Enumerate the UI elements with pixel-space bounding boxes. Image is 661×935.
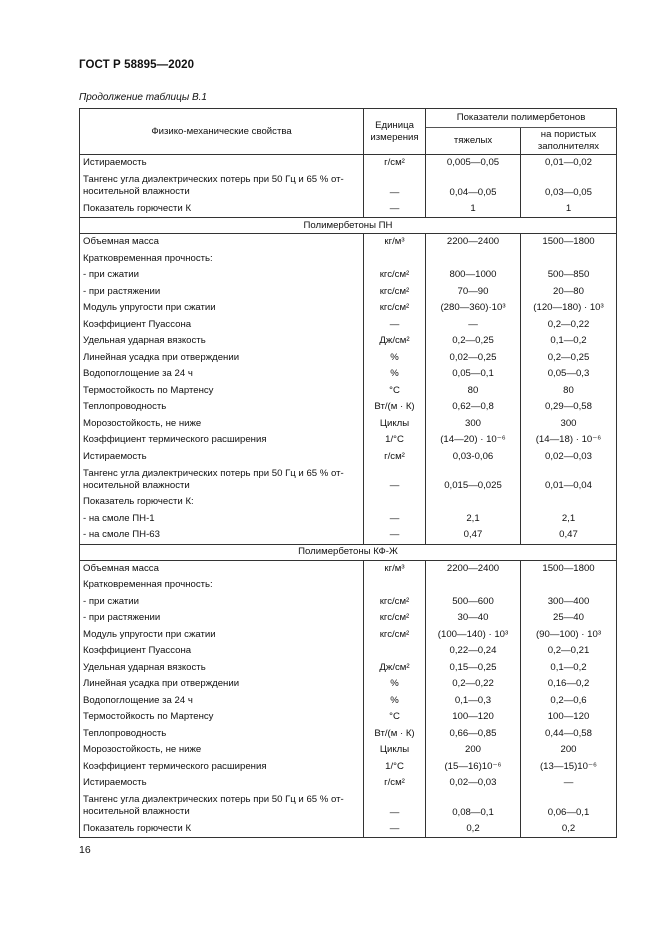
table-row [80,627,617,644]
section-row [80,544,617,560]
table-caption: Продолжение таблицы В.1 [79,92,207,103]
porous-value-cell: 80 [521,383,617,400]
property-cell: Кратковременная прочность: [80,251,364,268]
unit-cell: Дж/см² [364,333,426,350]
unit-cell: % [364,676,426,693]
heavy-value-cell: (100—140) · 10³ [426,627,521,644]
porous-value-cell: 0,2—0,21 [521,643,617,660]
unit-cell [364,577,426,594]
header-unit: Единица измерения [364,109,426,155]
heavy-value-cell: 0,08—0,1 [426,792,521,821]
unit-cell: — [364,821,426,838]
porous-value-cell: 1 [521,201,617,218]
table-row [80,333,617,350]
heavy-value-cell: 0,2—0,22 [426,676,521,693]
unit-cell: — [364,527,426,544]
property-cell: Модуль упругости при сжатии [80,627,364,644]
table-row [80,366,617,383]
heavy-value-cell: (14—20) · 10⁻⁶ [426,432,521,449]
table-row [80,234,617,251]
porous-value-cell: 0,01—0,04 [521,465,617,494]
property-cell: Показатель горючести К [80,201,364,218]
property-cell: - при сжатии [80,594,364,611]
section-title: Полимербетоны КФ-Ж [80,544,617,560]
table-row [80,284,617,301]
heavy-value-cell: 2,1 [426,511,521,528]
unit-cell: кгс/см² [364,300,426,317]
unit-cell: г/см² [364,449,426,466]
heavy-value-cell: — [426,317,521,334]
porous-value-cell: 0,2 [521,821,617,838]
property-cell: Удельная ударная вязкость [80,660,364,677]
heavy-value-cell: 0,2 [426,821,521,838]
porous-value-cell: 1500—1800 [521,560,617,577]
heavy-value-cell: 300 [426,416,521,433]
property-cell: Коэффициент термического расширения [80,432,364,449]
unit-cell: Циклы [364,416,426,433]
table-row [80,350,617,367]
table-row [80,676,617,693]
porous-value-cell: 0,05—0,3 [521,366,617,383]
porous-value-cell: 0,2—0,6 [521,693,617,710]
unit-cell: кгс/см² [364,610,426,627]
unit-cell: Циклы [364,742,426,759]
unit-cell: 1/°С [364,432,426,449]
property-cell: - на смоле ПН-1 [80,511,364,528]
unit-cell: Дж/см² [364,660,426,677]
heavy-value-cell: 0,04—0,05 [426,172,521,201]
heavy-value-cell: 30—40 [426,610,521,627]
unit-cell: кгс/см² [364,267,426,284]
heavy-value-cell: 800—1000 [426,267,521,284]
porous-value-cell: 0,47 [521,527,617,544]
unit-cell: кгс/см² [364,594,426,611]
heavy-value-cell: 0,22—0,24 [426,643,521,660]
unit-cell: кгс/см² [364,627,426,644]
porous-value-cell: 0,02—0,03 [521,449,617,466]
property-cell: Теплопроводность [80,399,364,416]
unit-cell: — [364,172,426,201]
porous-value-cell: 0,29—0,58 [521,399,617,416]
porous-value-cell: 1500—1800 [521,234,617,251]
property-cell: Модуль упругости при сжатии [80,300,364,317]
table-row [80,432,617,449]
heavy-value-cell: 0,66—0,85 [426,726,521,743]
porous-value-cell: 0,16—0,2 [521,676,617,693]
property-cell: Водопоглощение за 24 ч [80,366,364,383]
table-row [80,251,617,268]
property-cell: Линейная усадка при отверждении [80,350,364,367]
heavy-value-cell [426,251,521,268]
porous-value-cell: 200 [521,742,617,759]
property-cell: Объемная масса [80,234,364,251]
property-cell: Морозостойкость, не ниже [80,416,364,433]
heavy-value-cell: 70—90 [426,284,521,301]
property-cell: Термостойкость по Мартенсу [80,709,364,726]
table-row [80,643,617,660]
heavy-value-cell: 2200—2400 [426,560,521,577]
porous-value-cell: 0,44—0,58 [521,726,617,743]
table-row [80,560,617,577]
heavy-value-cell [426,577,521,594]
property-cell: Коэффициент Пуассона [80,317,364,334]
heavy-value-cell [426,494,521,511]
property-cell: Кратковременная прочность: [80,577,364,594]
table-row [80,465,617,494]
heavy-value-cell: 2200—2400 [426,234,521,251]
porous-value-cell: (14—18) · 10⁻⁶ [521,432,617,449]
heavy-value-cell: 80 [426,383,521,400]
property-cell: Линейная усадка при отверждении [80,676,364,693]
table-row [80,416,617,433]
table-header [80,109,617,155]
property-cell: Коэффициент термического расширения [80,759,364,776]
table-row [80,383,617,400]
unit-cell [364,251,426,268]
property-cell: Водопоглощение за 24 ч [80,693,364,710]
unit-cell: % [364,693,426,710]
unit-cell: Вт/(м · К) [364,399,426,416]
table-row [80,709,617,726]
property-cell: Термостойкость по Мартенсу [80,383,364,400]
unit-cell: % [364,350,426,367]
property-cell: Коэффициент Пуассона [80,643,364,660]
table-row [80,742,617,759]
heavy-value-cell: 0,2—0,25 [426,333,521,350]
unit-cell: — [364,465,426,494]
properties-table [79,108,617,838]
table-row [80,494,617,511]
table-body [80,155,617,838]
unit-cell: 1/°С [364,759,426,776]
unit-cell: г/см² [364,155,426,172]
porous-value-cell [521,251,617,268]
heavy-value-cell: 0,005—0,05 [426,155,521,172]
property-cell: - при сжатии [80,267,364,284]
heavy-value-cell: 500—600 [426,594,521,611]
table-row [80,201,617,218]
table-row [80,399,617,416]
property-cell: Морозостойкость, не ниже [80,742,364,759]
porous-value-cell: — [521,775,617,792]
property-cell: Тангенс угла диэлектрических потерь при 50 Гц и 65 % от-носительной влажности [80,465,364,494]
table-row [80,449,617,466]
table-row [80,511,617,528]
heavy-value-cell: 200 [426,742,521,759]
porous-value-cell: 0,06—0,1 [521,792,617,821]
unit-cell [364,494,426,511]
heavy-value-cell: 0,02—0,25 [426,350,521,367]
porous-value-cell [521,577,617,594]
unit-cell: кг/м³ [364,560,426,577]
porous-value-cell: 100—120 [521,709,617,726]
heavy-value-cell: (15—16)10⁻⁶ [426,759,521,776]
porous-value-cell: 0,1—0,2 [521,333,617,350]
unit-cell: — [364,201,426,218]
table-row [80,317,617,334]
property-cell: Объемная масса [80,560,364,577]
heavy-value-cell: 1 [426,201,521,218]
heavy-value-cell: 0,1—0,3 [426,693,521,710]
porous-value-cell: (90—100) · 10³ [521,627,617,644]
property-cell: Истираемость [80,449,364,466]
table-row [80,660,617,677]
page-number: 16 [79,844,91,856]
table-row [80,693,617,710]
unit-cell: кгс/см² [364,284,426,301]
property-cell: Тангенс угла диэлектрических потерь при 50 Гц и 65 % от-носительной влажности [80,792,364,821]
heavy-value-cell: 0,47 [426,527,521,544]
porous-value-cell: 20—80 [521,284,617,301]
unit-cell: — [364,511,426,528]
table-row [80,267,617,284]
property-cell: Истираемость [80,155,364,172]
header-porous: на пористых заполнителях [521,128,617,155]
porous-value-cell: 0,03—0,05 [521,172,617,201]
section-row [80,218,617,234]
table-row [80,155,617,172]
unit-cell: °С [364,383,426,400]
property-cell: Показатель горючести К: [80,494,364,511]
header-heavy: тяжелых [426,128,521,155]
section-title: Полимербетоны ПН [80,218,617,234]
heavy-value-cell: 0,62—0,8 [426,399,521,416]
unit-cell: г/см² [364,775,426,792]
unit-cell [364,643,426,660]
table-row [80,610,617,627]
property-cell: Истираемость [80,775,364,792]
property-cell: Показатель горючести К [80,821,364,838]
property-cell: Тангенс угла диэлектрических потерь при 50 Гц и 65 % от-носительной влажности [80,172,364,201]
table-row [80,594,617,611]
document-code: ГОСТ Р 58895—2020 [79,59,195,71]
porous-value-cell: 0,1—0,2 [521,660,617,677]
unit-cell: % [364,366,426,383]
porous-value-cell: (120—180) · 10³ [521,300,617,317]
table-row [80,775,617,792]
table-row [80,821,617,838]
table-row [80,527,617,544]
heavy-value-cell: (280—360)·10³ [426,300,521,317]
property-cell: - при растяжении [80,284,364,301]
unit-cell: — [364,792,426,821]
porous-value-cell: 300 [521,416,617,433]
unit-cell: — [364,317,426,334]
porous-value-cell: 25—40 [521,610,617,627]
porous-value-cell: 300—400 [521,594,617,611]
unit-cell: кг/м³ [364,234,426,251]
property-cell: Удельная ударная вязкость [80,333,364,350]
heavy-value-cell: 0,15—0,25 [426,660,521,677]
porous-value-cell: (13—15)10⁻⁶ [521,759,617,776]
heavy-value-cell: 0,03-0,06 [426,449,521,466]
property-cell: Теплопроводность [80,726,364,743]
porous-value-cell: 0,2—0,22 [521,317,617,334]
header-group: Показатели полимербетонов [426,109,617,128]
porous-value-cell [521,494,617,511]
unit-cell: °С [364,709,426,726]
property-cell: - на смоле ПН-63 [80,527,364,544]
heavy-value-cell: 100—120 [426,709,521,726]
unit-cell: Вт/(м · К) [364,726,426,743]
heavy-value-cell: 0,05—0,1 [426,366,521,383]
porous-value-cell: 0,01—0,02 [521,155,617,172]
property-cell: - при растяжении [80,610,364,627]
table-row [80,172,617,201]
table-row [80,577,617,594]
heavy-value-cell: 0,02—0,03 [426,775,521,792]
porous-value-cell: 0,2—0,25 [521,350,617,367]
table-row [80,759,617,776]
header-property: Физико-механические свойства [80,109,364,155]
table-row [80,726,617,743]
table-row [80,300,617,317]
heavy-value-cell: 0,015—0,025 [426,465,521,494]
porous-value-cell: 2,1 [521,511,617,528]
porous-value-cell: 500—850 [521,267,617,284]
table-row [80,792,617,821]
